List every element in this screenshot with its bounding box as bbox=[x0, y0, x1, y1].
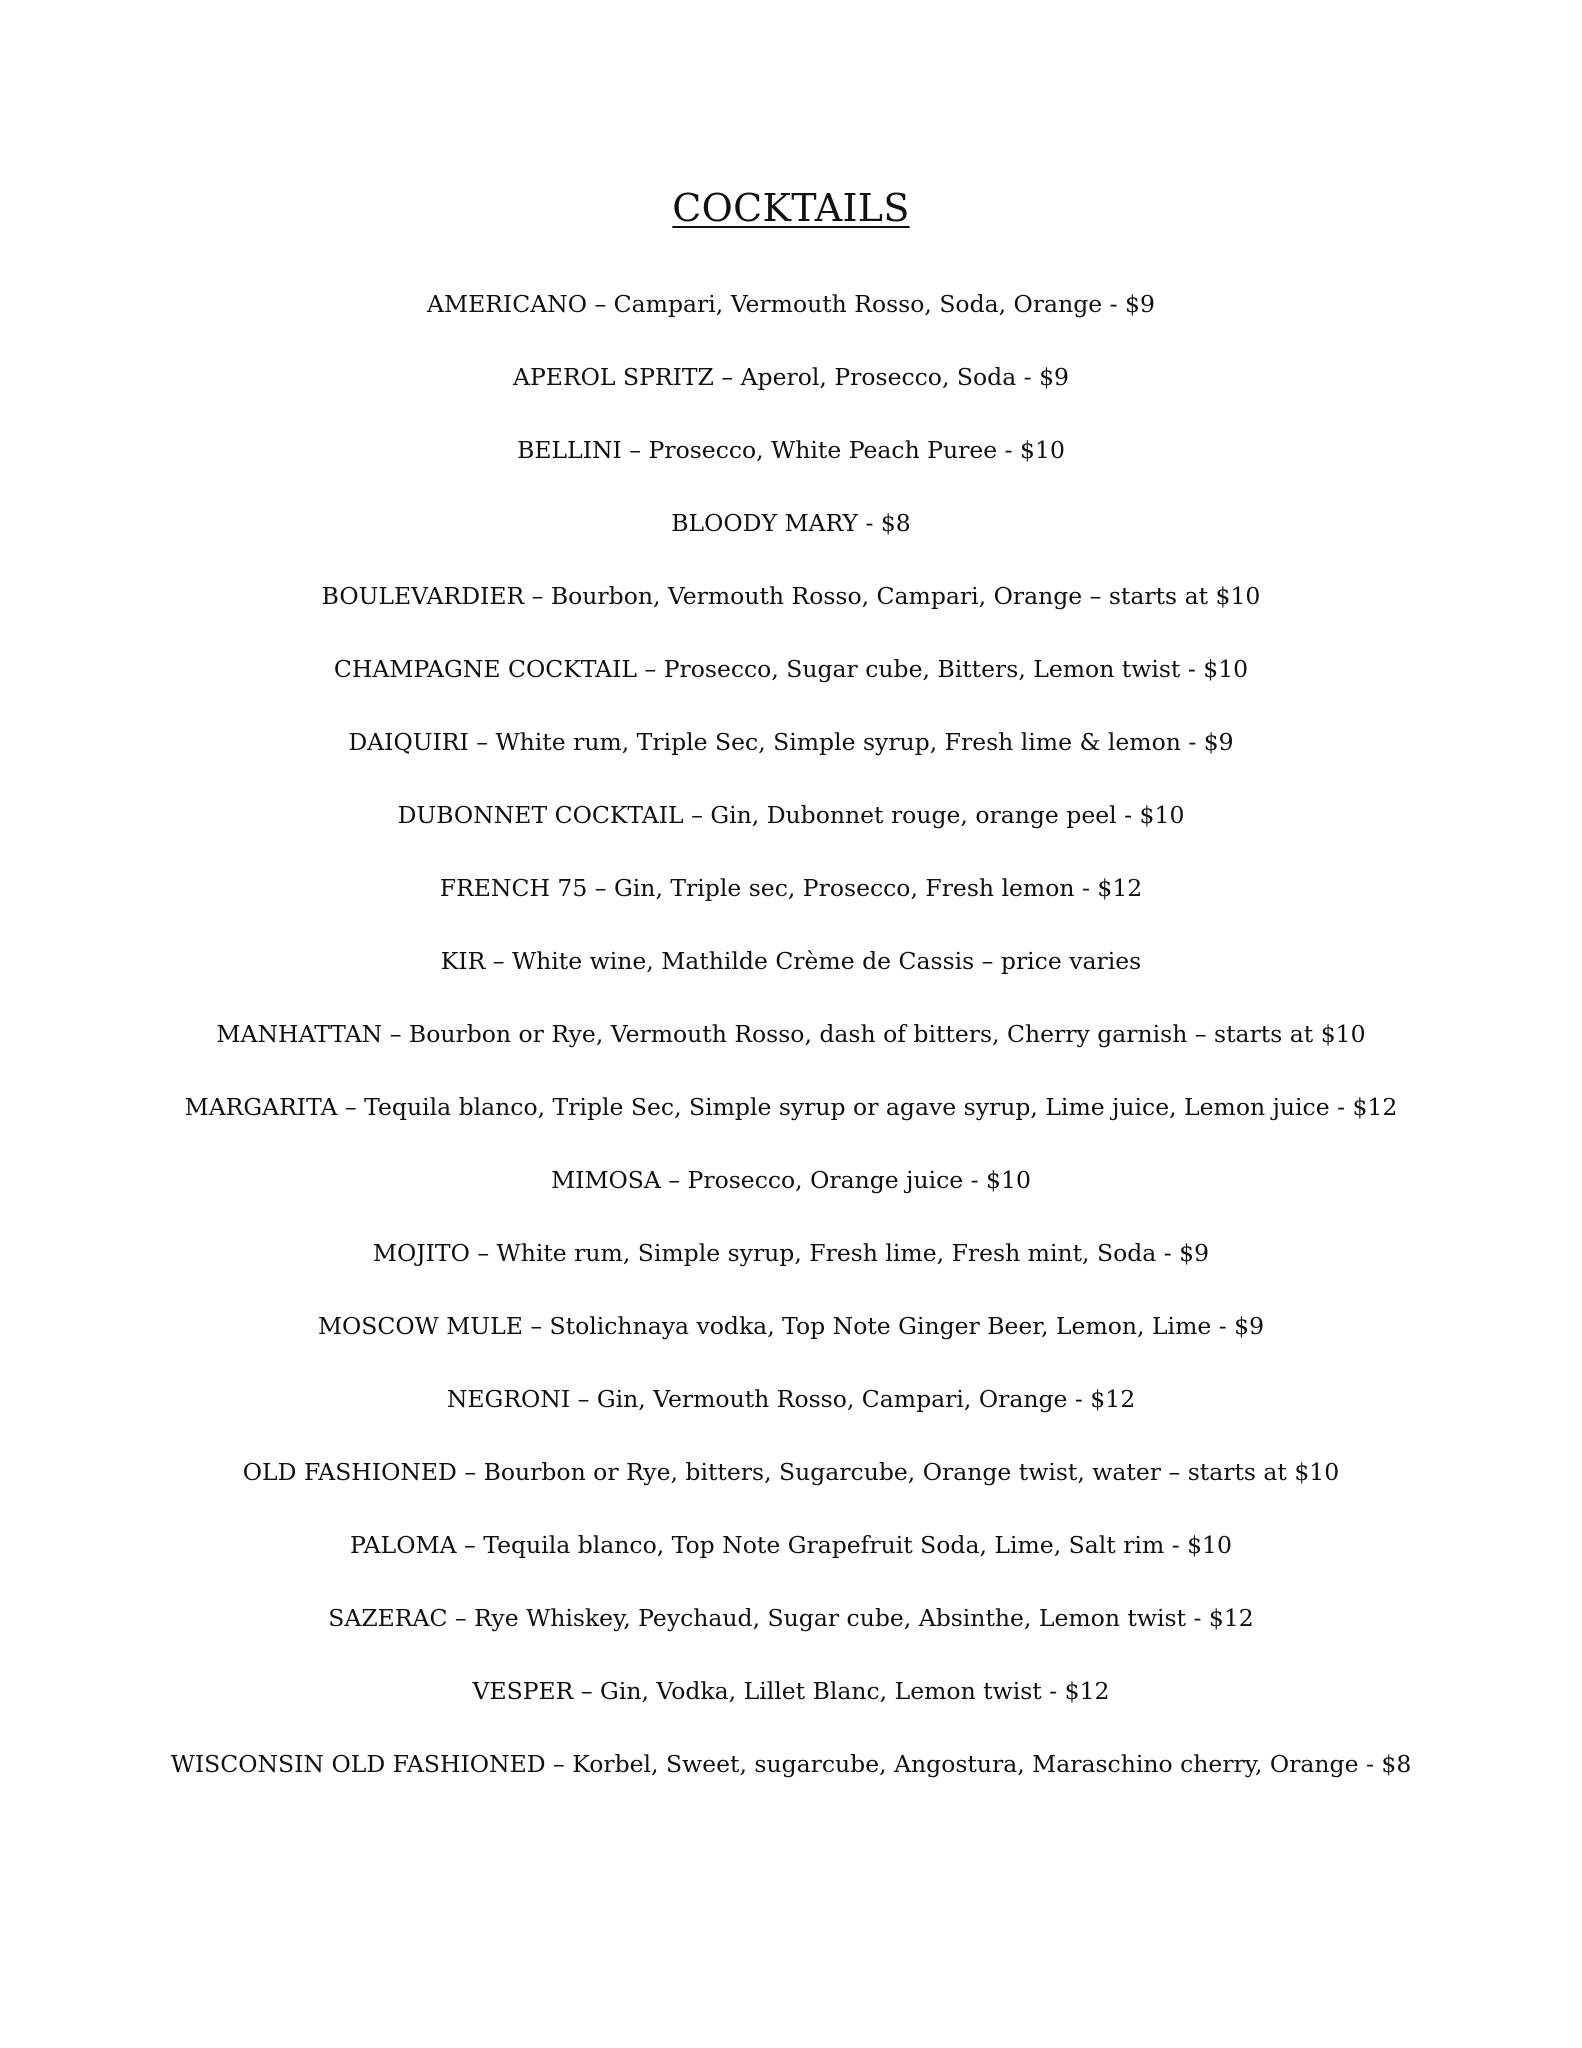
list-item: MOJITO – White rum, Simple syrup, Fresh lime, Fresh mint, Soda - $9 bbox=[372, 1239, 1210, 1267]
list-item: APEROL SPRITZ – Aperol, Prosecco, Soda - $9 bbox=[513, 363, 1069, 391]
list-item: MOSCOW MULE – Stolichnaya vodka, Top Note Ginger Beer, Lemon, Lime - $9 bbox=[317, 1312, 1265, 1340]
list-item: OLD FASHIONED – Bourbon or Rye, bitters, Sugarcube, Orange twist, water – starts at $10 bbox=[242, 1458, 1340, 1486]
list-item: AMERICANO – Campari, Vermouth Rosso, Soda, Orange - $9 bbox=[427, 290, 1155, 318]
list-item: MARGARITA – Tequila blanco, Triple Sec, Simple syrup or agave syrup, Lime juice, Lemon juice - $12 bbox=[184, 1093, 1398, 1121]
list-item: SAZERAC – Rye Whiskey, Peychaud, Sugar cube, Absinthe, Lemon twist - $12 bbox=[328, 1604, 1254, 1632]
list-item: PALOMA – Tequila blanco, Top Note Grapefruit Soda, Lime, Salt rim - $10 bbox=[350, 1531, 1232, 1559]
list-item: BOULEVARDIER – Bourbon, Vermouth Rosso, Campari, Orange – starts at $10 bbox=[321, 582, 1261, 610]
page-title: COCKTAILS bbox=[672, 186, 910, 230]
list-item: BLOODY MARY - $8 bbox=[671, 509, 911, 537]
list-item: DUBONNET COCKTAIL – Gin, Dubonnet rouge, orange peel - $10 bbox=[397, 801, 1185, 829]
list-item: WISCONSIN OLD FASHIONED – Korbel, Sweet, sugarcube, Angostura, Maraschino cherry, Orange - $8 bbox=[170, 1750, 1412, 1778]
list-item: MIMOSA – Prosecco, Orange juice - $10 bbox=[551, 1166, 1031, 1194]
cocktail-list bbox=[0, 284, 1582, 1817]
list-item: BELLINI – Prosecco, White Peach Puree - $10 bbox=[517, 436, 1065, 464]
list-item: DAIQUIRI – White rum, Triple Sec, Simple syrup, Fresh lime & lemon - $9 bbox=[348, 728, 1234, 756]
list-item: CHAMPAGNE COCKTAIL – Prosecco, Sugar cube, Bitters, Lemon twist - $10 bbox=[333, 655, 1249, 683]
list-item: VESPER – Gin, Vodka, Lillet Blanc, Lemon twist - $12 bbox=[472, 1677, 1110, 1705]
list-item: FRENCH 75 – Gin, Triple sec, Prosecco, Fresh lemon - $12 bbox=[439, 874, 1143, 902]
list-item: KIR – White wine, Mathilde Crème de Cassis – price varies bbox=[440, 947, 1142, 975]
list-item: MANHATTAN – Bourbon or Rye, Vermouth Rosso, dash of bitters, Cherry garnish – starts at $10 bbox=[216, 1020, 1366, 1048]
list-item: NEGRONI – Gin, Vermouth Rosso, Campari, Orange - $12 bbox=[446, 1385, 1136, 1413]
